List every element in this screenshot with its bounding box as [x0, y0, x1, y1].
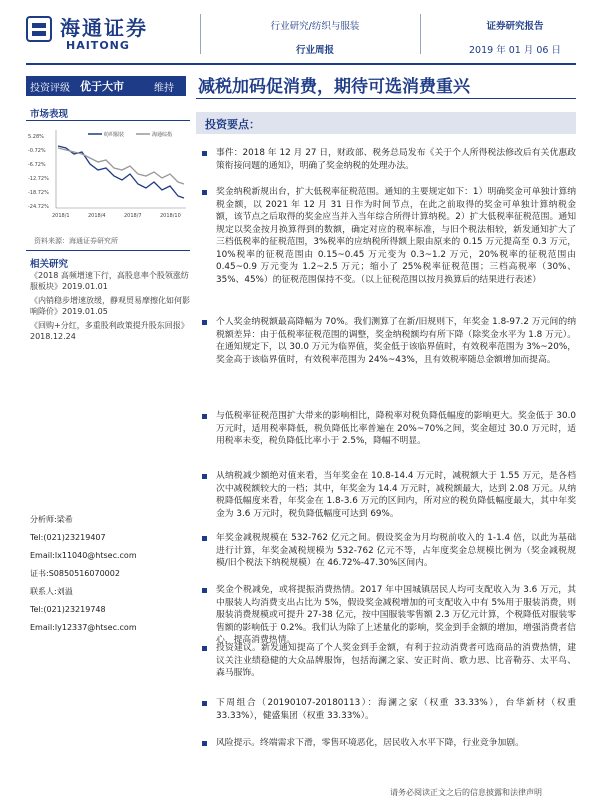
logo-en-text: HAITONG [66, 39, 130, 52]
haitong-logo [26, 12, 158, 56]
analyst-name: 分析师:梁希 [30, 515, 73, 524]
contact-email[interactable]: Email:ly12337@htsec.com [30, 623, 137, 632]
y-tick-label: -6.72% [28, 162, 46, 168]
paragraph-rate-effect: 与低税率征税范围扩大带来的影响相比，降税率对税负降低幅度的影响更大。奖金低于 30.0 万元时，适用税率降低，税负降低比率普遍在 20%~70%之间，奖金超过 30.0 万元时，适用税率未变，税负降低比率小于 2.5%，降幅不明显。 [216, 411, 576, 446]
paragraph-investment: 投资建议。新发通知提高了个人奖金到手金额，有利于拉动消费者可选商品的消费热情，建议关注业绩稳健的大众品牌服饰，包括海澜之家、安正时尚、歌力思、比音勒芬、太平鸟、森马服饰。 [216, 643, 576, 678]
analyst-tel: Tel:(021)23219407 [30, 533, 106, 542]
points-label: 投资要点： [205, 118, 260, 131]
bullet-icon [202, 588, 207, 593]
bullet-item [202, 584, 576, 645]
y-tick-label: -18.72% [28, 190, 49, 196]
bullet-item [202, 186, 576, 304]
analyst-info [30, 514, 190, 634]
svg-text:纺织服装: 纺织服装 [104, 132, 125, 138]
logo-mark-icon [26, 16, 52, 42]
header-category-block [250, 18, 380, 66]
report-type: 行业周报 [295, 45, 334, 56]
report-date: 2019 年 01 月 06 日 [469, 45, 561, 56]
x-tick-label: 2018/4 [88, 213, 106, 219]
related-item[interactable]: 《内销稳步增速放缓，静观贸易摩擦化如何影响降价》2019.01.05 [30, 296, 190, 316]
bullet-item [202, 470, 576, 530]
x-tick-label: 2018/10 [160, 213, 181, 219]
paragraph-event: 事件：2018 年 12 月 27 日，财政部、税务总局发布《关于个人所得税法修改后有关优惠政策衔接问题的通知》，明确了奖金纳税的处理办法。 [216, 148, 576, 171]
related-item[interactable]: 《2018 高频增速下行，高股息率个股领涨纺服板块》2019.01.01 [30, 271, 189, 291]
paragraph-absolute: 从纳税减少额绝对值来看，当年奖金在 10.8-14.4 万元时，减税额大于 1.55 万元，是各档次中减税额较大的一档；其中，年奖金为 14.4 万元时，减税额最大，达到 2.08 万元。从纳税降低幅度来看，年奖金在 1.8-3.6 万元的区间内，所对应的税负降低幅度最大，其中年奖金为 3.6 万元时，税负降低幅度可达到 69%。 [216, 471, 576, 519]
bullet-item [202, 642, 576, 690]
y-tick-label: 5.28% [28, 134, 44, 140]
svg-text:海通综指: 海通综指 [152, 132, 173, 138]
y-tick-label: -0.72% [28, 148, 46, 154]
footer-disclaimer: 请务必阅读正文之后的信息披露和法律声明 [390, 788, 542, 797]
series-line-textile [58, 146, 184, 198]
x-tick-label: 2018/7 [124, 213, 142, 219]
title-rule [196, 98, 576, 99]
bullet-icon [202, 190, 207, 195]
section-rule [26, 250, 190, 251]
y-tick-label: -24.72% [28, 204, 49, 210]
rating-value: 优于大市 [80, 80, 124, 93]
bullet-icon [202, 474, 207, 479]
bullet-icon [202, 701, 207, 706]
rating-status: 维持 [154, 83, 174, 94]
y-tick-label: -12.72% [28, 176, 49, 182]
bullet-icon [202, 414, 207, 419]
market-title: 市场表现 [30, 109, 69, 120]
report-category: 行业研究/纺织与服装 [270, 21, 360, 32]
bullet-icon [202, 741, 207, 746]
report-kind: 证券研究报告 [486, 21, 544, 32]
bullet-icon [202, 646, 207, 651]
bullet-icon [202, 151, 207, 156]
bullet-item [202, 697, 576, 727]
paragraph-new-rule: 奖金纳税新规出台，扩大低税率征税范围。通知的主要规定如下：1）明确奖金可单独计算纳税金额，以 2021 年 12 月 31 日作为时间节点，在此之前取得的奖金可单独计算纳税金额，该节点之后取得的奖金应当并入当年综合所得计算纳税。2）扩大低税率征税范围。通知规定以奖金按月换算得到的数额，确定对应的税率标准，与旧个税法相较，新发通知扩大了三档低税率的征税范围，3%税率的应纳税所得额上限由原来的 0.15 万元提高至 0.3 万元，10%税率的征税范围由 0.15~0.45 万元变为 0.3~1.2 万元，20%税率的征税范围由 0.45~0.9 万元变为 1.2~2.5 万元；缩小了 25%税率征税范围；三档高税率（30%、35%、45%）的征税范围保持不变。（以上征税范围以按月换算后的结果进行表述） [216, 187, 576, 285]
related-title: 相关研究 [30, 259, 69, 270]
logo-cn-text: 海通证券 [60, 16, 148, 40]
related-item[interactable]: 《回购+分红，多重股利政策提升股东回报》2018.12.24 [30, 321, 189, 341]
bullet-item [202, 737, 576, 757]
analyst-email[interactable]: Email:lx11040@htsec.com [30, 551, 137, 560]
x-tick-label: 2018/1 [52, 213, 70, 219]
bullet-item [202, 532, 576, 580]
paragraph-scale: 年奖金减税规模在 532-762 亿元之间。假设奖金为月均税前收入的 1-1.4 倍，以此为基础进行计算，年奖金减税规模为 532-762 亿元不等，占年度奖金总规模比例为（奖金减税规模/旧个税法下纳税规模）在 46.72%-47.30%区间内。 [216, 533, 576, 568]
page-title: 减税加码促消费，期待可选消费重兴 [198, 77, 470, 97]
bullet-icon [202, 320, 207, 325]
related-list [30, 270, 190, 342]
bullet-item [202, 410, 576, 458]
market-performance-chart [26, 124, 190, 224]
header-divider [200, 14, 201, 54]
header-rule [26, 63, 576, 65]
header-divider [420, 14, 421, 54]
bullet-item [202, 316, 576, 396]
paragraph-portfolio: 下周组合（20190107-20180113）：海澜之家（权重 33.33%），台华新材（权重 33.33%），健盛集团（权重 33.33%）。 [216, 698, 576, 721]
contact-tel: Tel:(021)23219748 [30, 605, 106, 614]
paragraph-consumption: 奖金个税减免，或将提振消费热情。2017 年中国城镇居民人均可支配收入为 3.6 万元，其中服装人均消费支出占比为 5%，假设奖金减税增加的可支配收入中有 5%用于服装消费，则服装消费规模或可提升 27-38 亿元，按中国服装零售额 2.3 万亿元计算，个税降低对服装零售额的影响低于 0.2%。我们认为除了上述量化的影响，奖金到手金额的增加，增强消费者信心，提高消费热情。 [216, 585, 576, 645]
header-right-block [455, 18, 575, 66]
rating-label: 投资评级 [30, 83, 70, 94]
contact-name: 联系人:刘溢 [30, 587, 73, 596]
rating-bar [26, 76, 186, 96]
paragraph-max-drop: 个人奖金纳税额最高降幅为 70%。我们测算了在新/旧规则下，年奖金 1.8-97.2 万元间的纳税额差异：由于低税率征税范围的调整，奖金纳税额均有所下降（除奖金水平为 1.8 万元）。在通知规定下，以 30.0 万元为临界值，奖金低于该临界值时，有效税率范围为 3%~20%，奖金高于该临界值时，有效税率范围为 24%~43%，且有效税率随总金额增加而提高。 [216, 317, 576, 365]
bullet-item [202, 147, 576, 173]
market-rule [26, 120, 190, 121]
bullet-icon [202, 536, 207, 541]
chart-source: 资料来源：海通证券研究所 [34, 237, 118, 245]
paragraph-risk: 风险提示。终端需求下滑，零售环境恶化，居民收入水平下降，行业竞争加剧。 [216, 738, 524, 748]
analyst-certificate: 证书:S0850516070002 [30, 569, 120, 578]
